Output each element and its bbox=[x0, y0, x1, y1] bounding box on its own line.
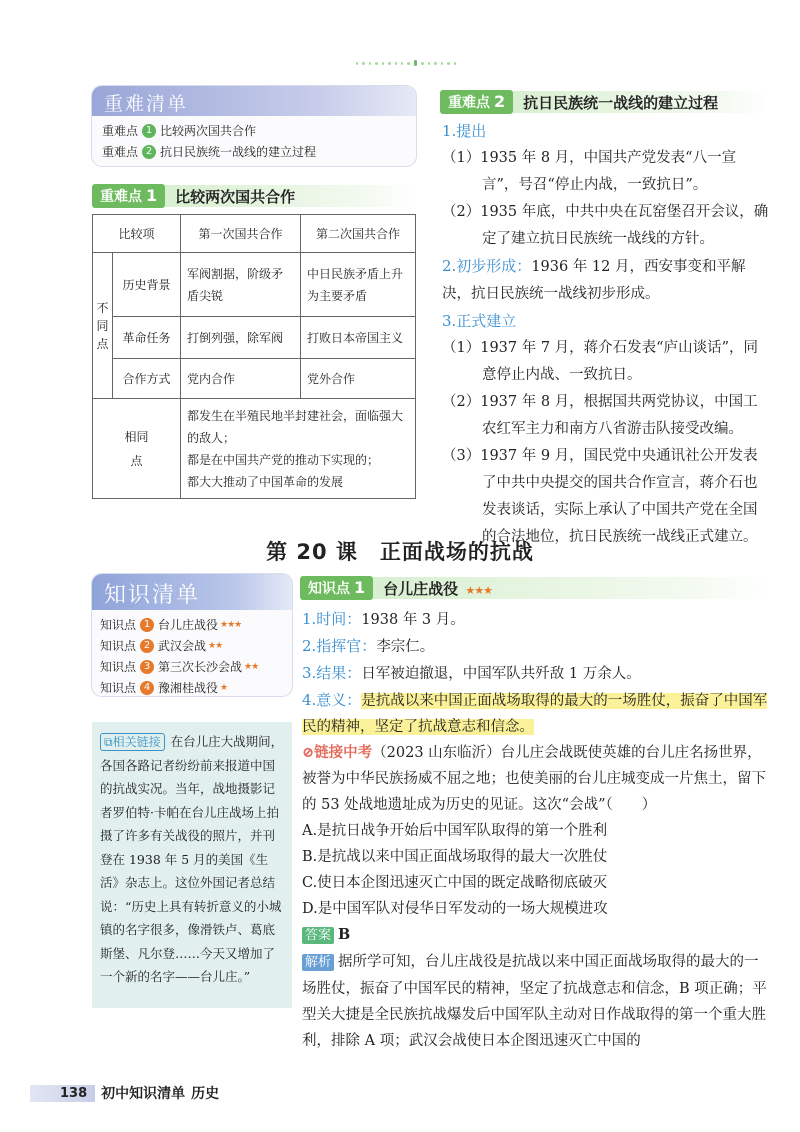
exam-question bbox=[302, 740, 770, 818]
list-item: （2）1935 年底，中共中央在瓦窑堡召开会议，确定了建立抗日民族统一战线的方针。 bbox=[442, 204, 769, 247]
knowledge-item bbox=[100, 658, 292, 675]
knowledge-item bbox=[100, 637, 292, 654]
same-line: 都发生在半殖民地半封建社会，面临强大的敌人； bbox=[187, 408, 404, 445]
kp1-highlight: 是抗战以来中国正面战场取得的最大的一场胜仗，振奋了中国军民的精神，坚定了抗战意志和信念。 bbox=[302, 693, 768, 735]
table-cell: 党内合作 bbox=[181, 359, 301, 399]
knowledge-item-prefix: 知识点 bbox=[100, 660, 137, 674]
subject: 历史 bbox=[191, 1086, 220, 1102]
answer-value: B bbox=[338, 926, 351, 943]
table-cell: 革命任务 bbox=[113, 317, 181, 359]
same-cell bbox=[181, 399, 416, 499]
knowledge-title: 知识清单 bbox=[92, 574, 292, 610]
kp1-value: 李宗仁。 bbox=[376, 639, 435, 655]
exam-source: （2023 山东临沂） bbox=[372, 745, 501, 761]
kp1-title: 台儿庄战役 ★★★ bbox=[373, 577, 770, 599]
star-icon: ★★★ bbox=[220, 619, 242, 630]
kp1-value: 日军被迫撤退，中国军队共歼敌 1 万余人。 bbox=[361, 666, 641, 682]
difficulty-summary-box bbox=[92, 86, 416, 166]
top-decoration bbox=[356, 60, 456, 66]
knowledge-item-prefix: 知识点 bbox=[100, 618, 137, 632]
table-cell: 中日民族矛盾上升为主要矛盾 bbox=[301, 253, 416, 317]
summary-title: 重难清单 bbox=[92, 86, 416, 116]
kp1-line bbox=[302, 633, 770, 660]
summary-item bbox=[102, 143, 416, 160]
knowledge-item bbox=[100, 679, 292, 696]
summary-item-prefix: 重难点 bbox=[102, 124, 139, 138]
option: D.是中国军队对侵华日军发动的一场大规模进攻 bbox=[302, 901, 608, 917]
knowledge-item-prefix: 知识点 bbox=[100, 639, 137, 653]
knowledge-item-text: 武汉会战 bbox=[158, 639, 207, 653]
list-item bbox=[442, 253, 770, 308]
table-cell: 党外合作 bbox=[301, 359, 416, 399]
star-icon: ★ bbox=[220, 682, 228, 693]
knowledge-item-text: 第三次长沙会战 bbox=[158, 660, 243, 674]
number-badge: 1 bbox=[140, 618, 154, 632]
number-badge: 1 bbox=[142, 124, 156, 138]
summary-item-prefix: 重难点 bbox=[102, 145, 139, 159]
table-cell: 合作方式 bbox=[113, 359, 181, 399]
star-icon: ★★★ bbox=[465, 584, 492, 597]
kp1-label: 1.时间： bbox=[302, 610, 362, 628]
point1-header bbox=[92, 184, 416, 208]
related-link-tag: ⧉相关链接 bbox=[100, 733, 165, 751]
point1-title: 比较两次国共合作 bbox=[165, 185, 416, 207]
same-label: 相同点 bbox=[93, 399, 181, 499]
same-line: 都大大推动了中国革命的发展 bbox=[187, 474, 344, 489]
kp1-header bbox=[300, 576, 770, 600]
option: C.使日本企图迅速灭亡中国的既定战略彻底破灭 bbox=[302, 875, 608, 891]
answer-line bbox=[302, 922, 770, 949]
page-number: 138 bbox=[30, 1085, 95, 1102]
list-item: （2）1937 年 8 月，根据国共两党协议，中国工农红军主力和南方八省游击队接受改编。 bbox=[442, 394, 758, 437]
diff-label: 不同点 bbox=[93, 253, 113, 399]
number-badge: 2 bbox=[142, 145, 156, 159]
kp1-tag: 知识点 1 bbox=[300, 576, 373, 600]
list-item: （1）1937 年 7 月，蒋介石发表“庐山谈话”，同意停止内战、一致抗日。 bbox=[442, 340, 759, 383]
kp1-label: 2.指挥官： bbox=[302, 637, 377, 655]
number-badge: 4 bbox=[140, 681, 154, 695]
comparison-table bbox=[92, 214, 416, 499]
summary-item bbox=[102, 122, 416, 139]
summary-item-text: 抗日民族统一战线的建立过程 bbox=[160, 145, 317, 159]
related-link-text: 在台儿庄大战期间，各国各路记者纷纷前来报道中国的抗战实况。当年，战地摄影记者罗伯特·卡帕在台儿庄战场上拍摄了许多有关战役的照片，并刊登在 1938 年 5 月的美国《生活》杂志上。这位外国记者总结说：“历史上具有转折意义的小城镇的名字很多，像滑铁卢、葛底斯堡、凡尔登……今天又增加了一个新的名字——台儿庄。” bbox=[100, 734, 284, 984]
analysis-text: 据所学可知，台儿庄战役是抗战以来中国正面战场取得的最大的一场胜仗，振奋了中国军民的精神，坚定了抗战意志和信念，B 项正确；平型关大捷是全民族抗战爆发后中国军队主动对日作战取得的第一个重大胜利，排除 A 项；武汉会战使日本企图迅速灭亡中国的 bbox=[302, 954, 767, 1049]
point2-header bbox=[440, 90, 770, 114]
point2-body bbox=[442, 118, 770, 551]
analysis-tag: 解析 bbox=[302, 954, 334, 971]
table-cell: 打倒列强，除军阀 bbox=[181, 317, 301, 359]
analysis-line bbox=[302, 949, 770, 1054]
related-link-box bbox=[92, 722, 292, 1008]
answer-tag: 答案 bbox=[302, 927, 334, 944]
kp1-label: 4.意义： bbox=[302, 691, 362, 709]
table-cell: 军阀割据，阶级矛盾尖锐 bbox=[181, 253, 301, 317]
list-item: （1）1935 年 8 月，中国共产党发表“八一宣言”，号召“停止内战，一致抗日”。 bbox=[442, 150, 737, 193]
kp1-line bbox=[302, 606, 770, 633]
knowledge-item-text: 台儿庄战役 bbox=[158, 618, 219, 632]
section-text: 1936 年 12 月，西安事变和平解决，抗日民族统一战线初步形成。 bbox=[442, 259, 746, 302]
section-heading: 2.初步形成： bbox=[442, 257, 532, 275]
same-line: 都是在中国共产党的推动下实现的； bbox=[187, 452, 380, 467]
point2-tag: 重难点 2 bbox=[440, 90, 513, 114]
point1-tag: 重难点 1 bbox=[92, 184, 165, 208]
star-icon: ★★ bbox=[244, 661, 259, 672]
number-badge: 2 bbox=[140, 639, 154, 653]
table-header: 比较项 bbox=[93, 215, 181, 253]
point2-title: 抗日民族统一战线的建立过程 bbox=[513, 91, 770, 113]
kp1-line bbox=[302, 687, 770, 740]
page-footer bbox=[30, 1080, 219, 1106]
number-badge: 3 bbox=[140, 660, 154, 674]
section-heading: 1.提出 bbox=[442, 122, 487, 140]
kp1-body bbox=[302, 606, 770, 1054]
knowledge-item bbox=[100, 616, 292, 633]
section-heading: 3.正式建立 bbox=[442, 312, 517, 330]
kp1-line bbox=[302, 660, 770, 687]
table-header: 第一次国共合作 bbox=[181, 215, 301, 253]
exam-text: 台儿庄会战既使英雄的台儿庄名扬世界，被誉为中华民族扬威不屈之地；也使美丽的台儿庄城变成一片焦土，留下的 53 处战地遗址成为历史的见证。这次“会战”（ ） bbox=[302, 745, 766, 813]
link-icon: ⧉ bbox=[104, 735, 113, 749]
knowledge-item-text: 豫湘桂战役 bbox=[158, 681, 219, 695]
kp1-value: 1938 年 3 月。 bbox=[361, 612, 465, 628]
star-icon: ★★ bbox=[208, 640, 223, 651]
kp1-label: 3.结果： bbox=[302, 664, 362, 682]
exam-tag: ⊘链接中考 bbox=[302, 744, 373, 761]
list-item: （3）1937 年 9 月，国民党中央通讯社公开发表了中共中央提交的国共合作宣言，蒋介石也发表谈话，实际上承认了中国共产党在全国的合法地位，抗日民族统一战线正式建立。 bbox=[442, 448, 758, 545]
option: A.是抗日战争开始后中国军队取得的第一个胜利 bbox=[302, 823, 608, 839]
option: B.是抗战以来中国正面战场取得的最大一次胜仗 bbox=[302, 849, 608, 865]
table-cell: 打败日本帝国主义 bbox=[301, 317, 416, 359]
book-title: 初中知识清单 bbox=[101, 1086, 186, 1102]
knowledge-item-prefix: 知识点 bbox=[100, 681, 137, 695]
table-header: 第二次国共合作 bbox=[301, 215, 416, 253]
table-cell: 历史背景 bbox=[113, 253, 181, 317]
lesson-title: 第 20 课 正面战场的抗战 bbox=[266, 540, 534, 564]
summary-item-text: 比较两次国共合作 bbox=[160, 124, 257, 138]
knowledge-list-box bbox=[92, 574, 292, 696]
